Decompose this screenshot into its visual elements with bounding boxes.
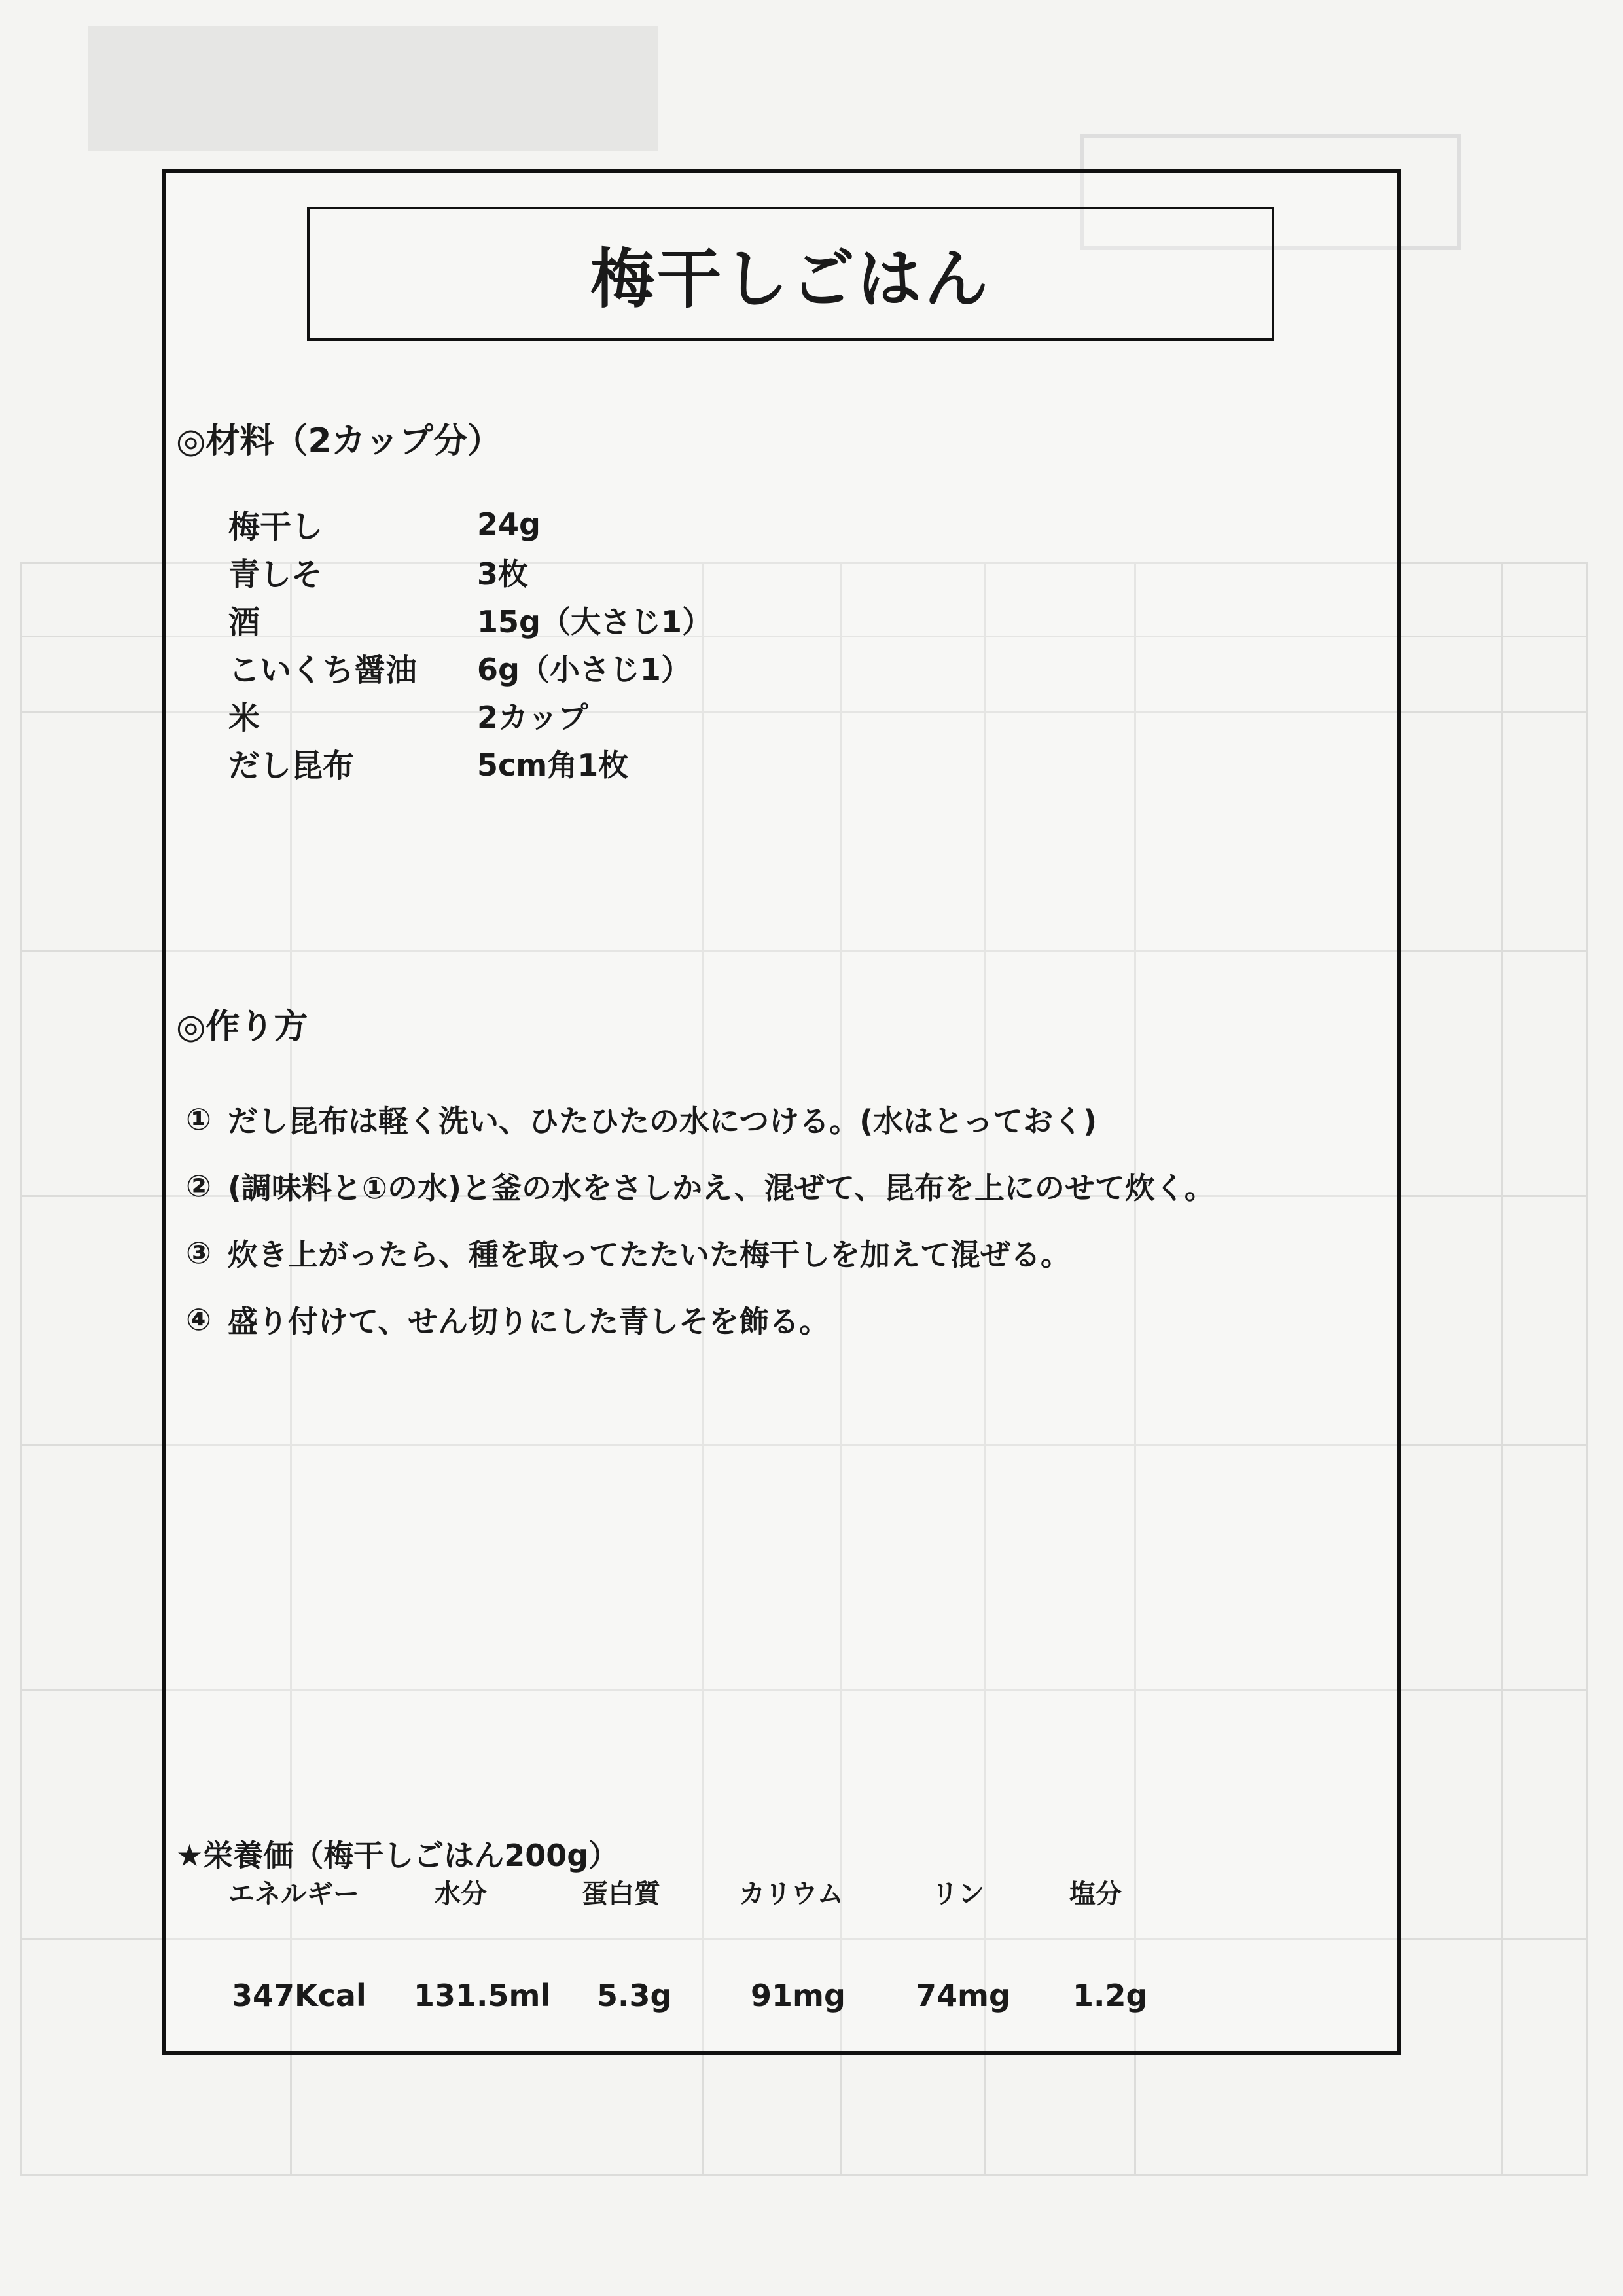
step-text: 炊き上がったら、種を取ってたたいた梅干しを加えて混ぜる。: [228, 1237, 1071, 1272]
step-item: [186, 1286, 1215, 1353]
nutrition-label-potassium: カリウム: [739, 1879, 844, 1909]
ingredient-row: [228, 643, 712, 691]
recipe-title: 梅干しごはん: [590, 242, 991, 317]
step-text: (調味料と①の水)と釜の水をさしかえ、混ぜて、昆布を上にのせて炊く。: [228, 1170, 1215, 1206]
ingredient-amount: 2カップ: [477, 699, 588, 735]
ghost-col-line: [1501, 564, 1503, 2174]
nutrition-value-phosphorus: 74mg: [916, 1978, 1010, 2013]
nutrition-value-energy: 347Kcal: [232, 1978, 366, 2013]
recipe-card: [162, 169, 1401, 2055]
step-number: ②: [186, 1168, 211, 1204]
ingredients-heading: ◎材料（2カップ分）: [176, 422, 502, 461]
nutrition-label-water: 水分: [435, 1879, 487, 1909]
nutrition-values-row: [166, 1969, 1405, 2022]
nutrition-label-energy: エネルギー: [228, 1879, 359, 1909]
ingredient-row: [228, 739, 712, 787]
ingredient-name: だし昆布: [228, 747, 355, 784]
step-text: だし昆布は軽く洗い、ひたひたの水につける。(水はとっておく): [228, 1103, 1097, 1139]
step-item: [186, 1153, 1215, 1219]
ingredient-row: [228, 548, 712, 596]
nutrition-heading: ★栄養価（梅干しごはん200g）: [176, 1838, 619, 1873]
step-number: ①: [186, 1102, 211, 1137]
ingredient-name: 青しそ: [228, 556, 323, 593]
ingredients-list: [228, 500, 712, 787]
step-number: ③: [186, 1235, 211, 1270]
ghost-illustration: [88, 26, 658, 151]
ingredient-row: [228, 596, 712, 643]
nutrition-label-protein: 蛋白質: [582, 1879, 660, 1909]
ingredient-amount: 6g（小さじ1）: [477, 651, 691, 687]
ingredient-amount: 5cm角1枚: [477, 747, 629, 783]
ingredient-amount: 3枚: [477, 556, 529, 592]
title-box: [307, 207, 1274, 341]
ingredient-name: 梅干し: [228, 509, 323, 545]
step-text: 盛り付けて、せん切りにした青しそを飾る。: [228, 1304, 830, 1339]
step-item: [186, 1219, 1215, 1286]
nutrition-label-salt: 塩分: [1069, 1879, 1122, 1909]
method-steps: [186, 1086, 1215, 1353]
nutrition-value-protein: 5.3g: [597, 1978, 672, 2013]
step-item: [186, 1086, 1215, 1153]
ingredient-row: [228, 691, 712, 739]
ingredient-name: 米: [228, 700, 260, 736]
nutrition-label-phosphorus: リン: [932, 1879, 984, 1909]
ingredient-row: [228, 500, 712, 548]
nutrition-value-salt: 1.2g: [1073, 1978, 1148, 2013]
ingredient-name: 酒: [228, 604, 260, 641]
ingredient-amount: 15g（大さじ1）: [477, 603, 712, 639]
nutrition-labels-row: [166, 1871, 1405, 1917]
ingredient-amount: 24g: [477, 506, 541, 542]
method-heading: ◎作り方: [176, 1007, 308, 1047]
nutrition-value-water: 131.5ml: [414, 1978, 551, 2013]
step-number: ④: [186, 1302, 211, 1337]
nutrition-value-potassium: 91mg: [751, 1978, 846, 2013]
ingredient-name: こいくち醤油: [228, 652, 418, 689]
